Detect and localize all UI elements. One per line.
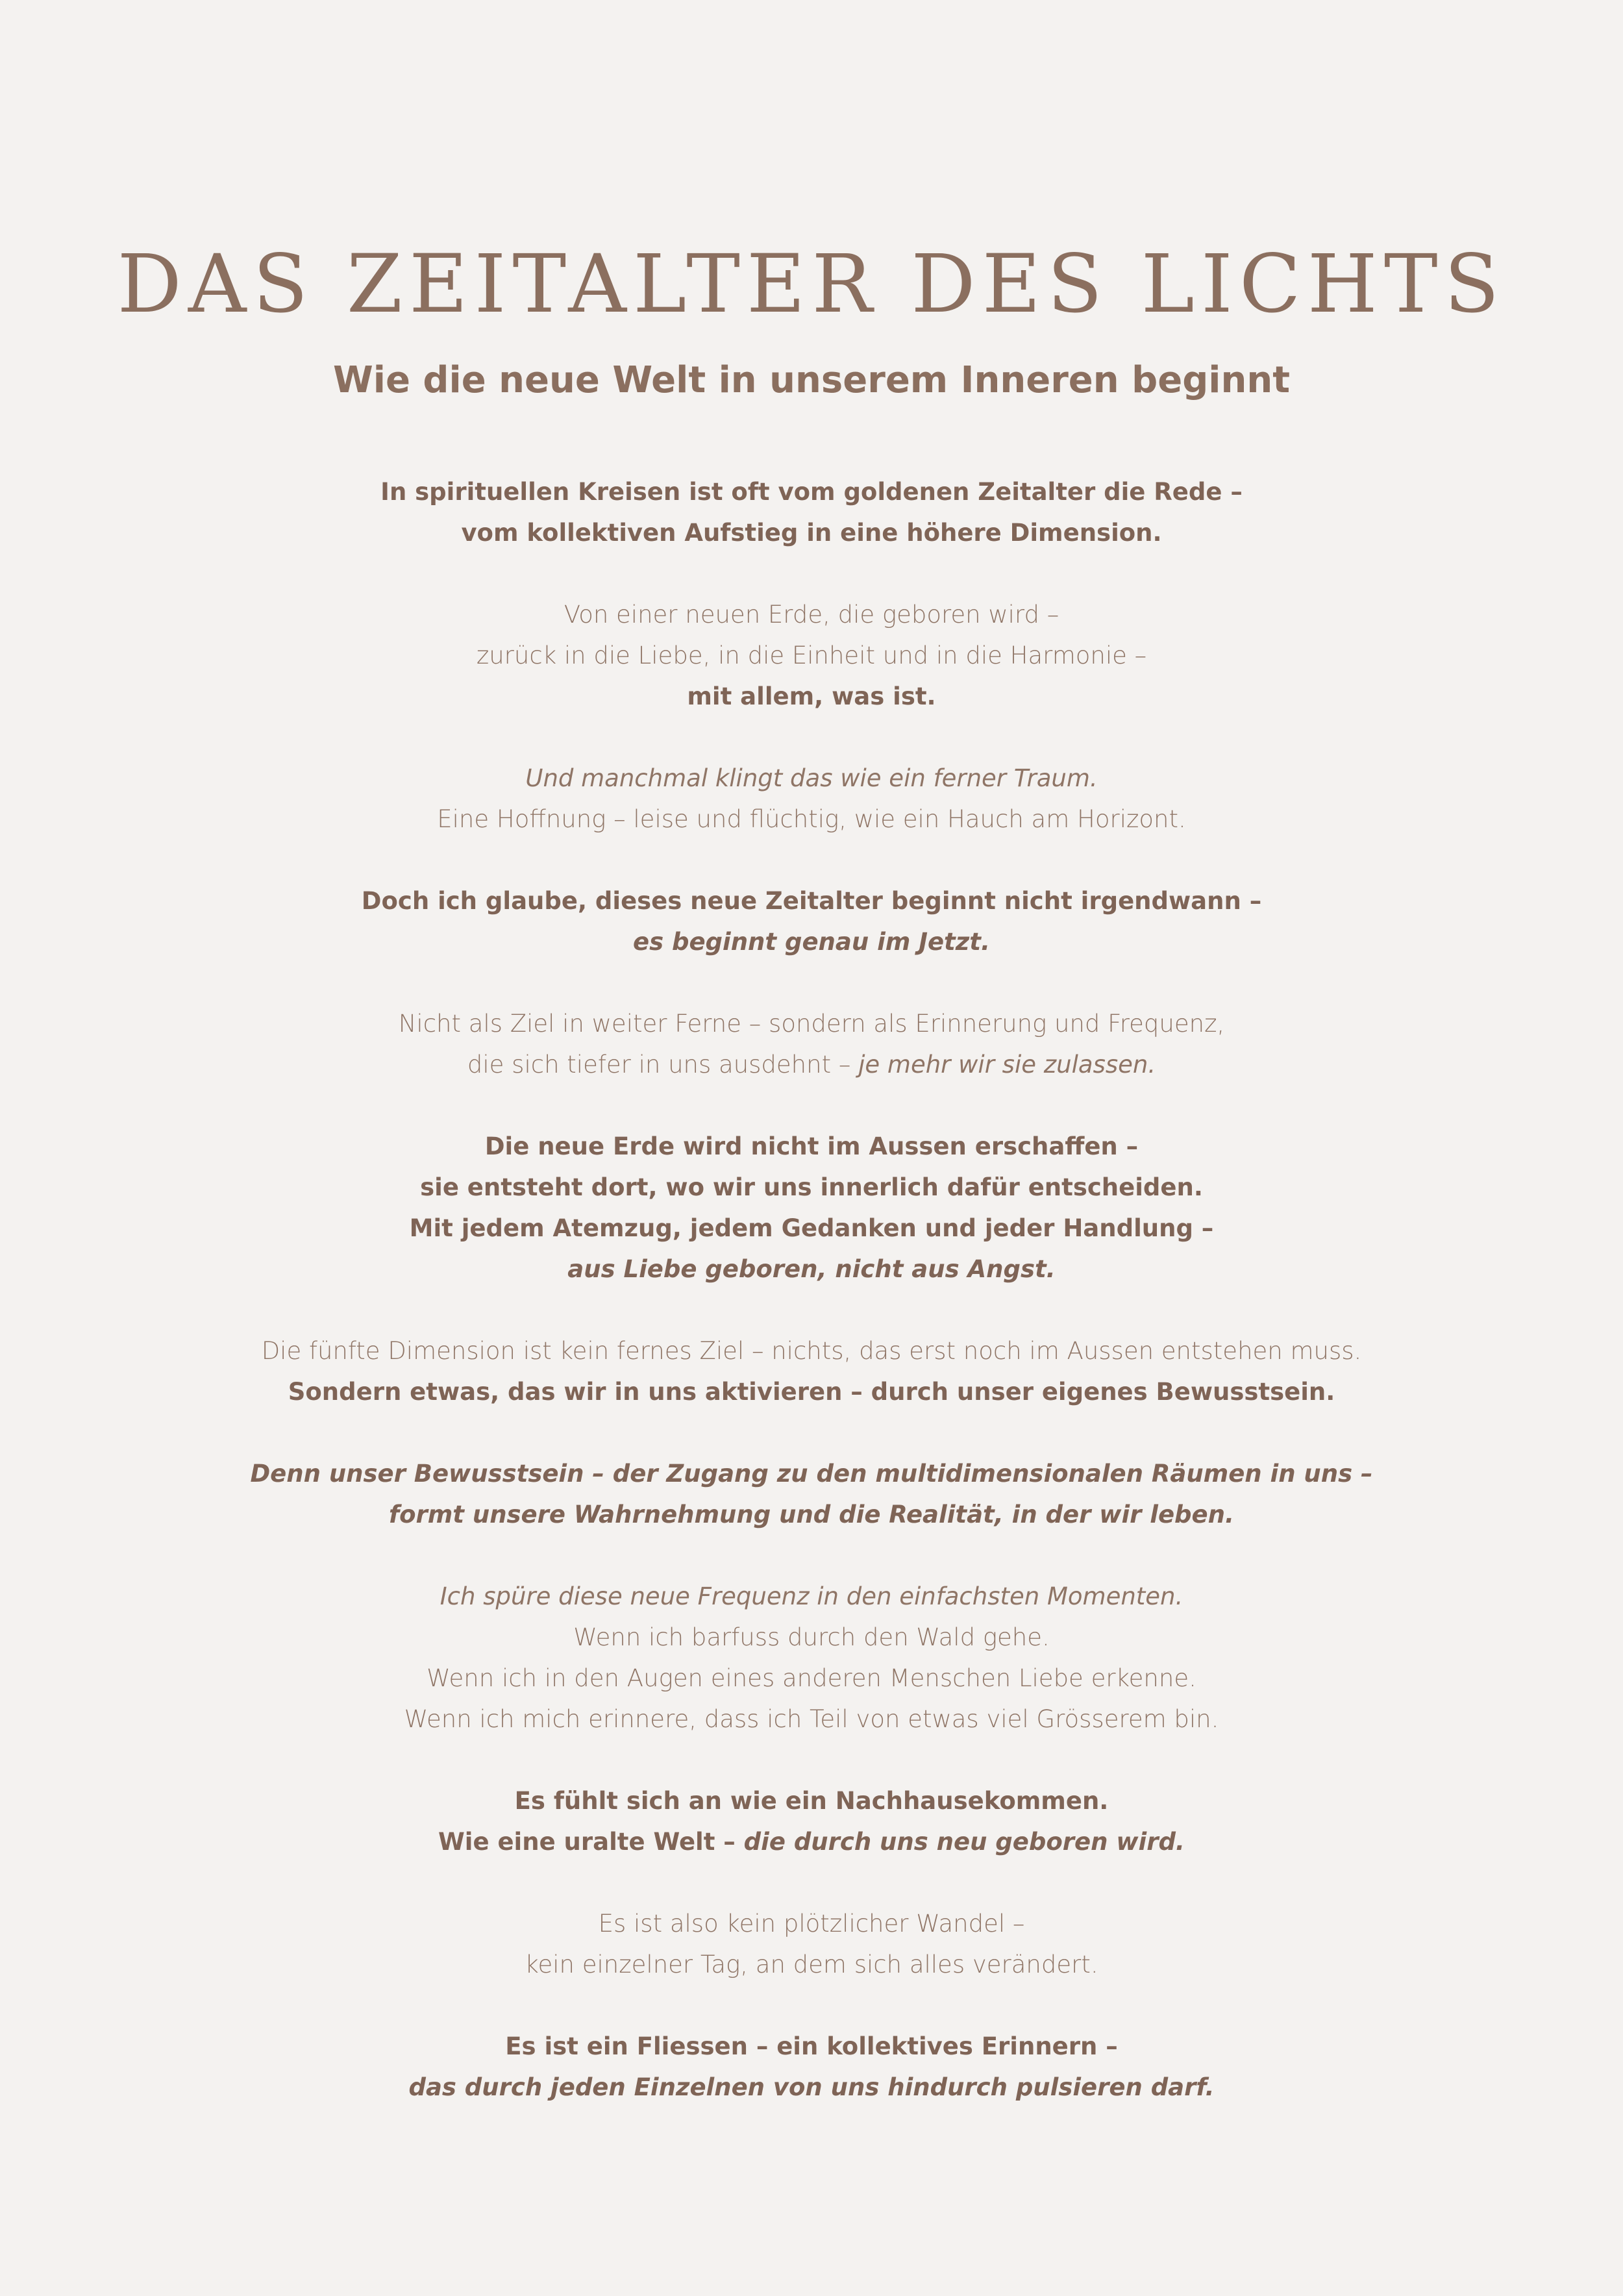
page-subtitle: Wie die neue Welt in unserem Inneren beginnt [332,359,1291,401]
stanza [0,1003,1623,1085]
poem-line: Wenn ich mich erinnere, dass ich Teil von etwas viel Grösserem bin. [404,1705,1219,1733]
poem-line: Und manchmal klingt das wie ein ferner Traum. [525,764,1098,792]
poem-line: Wenn ich in den Augen eines anderen Menschen Liebe erkenne. [427,1664,1196,1692]
poem-line-emphasis: die durch uns neu geboren wird. [743,1828,1185,1856]
poem-line: kein einzelner Tag, an dem sich alles verändert. [525,1951,1098,1978]
poem-line-text: Wie eine uralte Welt – [438,1828,744,1856]
poem-body [0,471,1623,2149]
stanza [0,1126,1623,1290]
poem-line: Wenn ich barfuss durch den Wald gehe. [573,1623,1050,1651]
poem-line [0,1821,1623,1862]
poem-line-text: die sich tiefer in uns ausdehnt – [467,1051,851,1079]
poem-line: zurück in die Liebe, in die Einheit und in die Harmonie – [476,642,1147,669]
stanza [0,471,1623,553]
poem-line: Denn unser Bewusstsein – der Zugang zu den multidimensionalen Räumen in uns – [250,1460,1373,1488]
stanza [0,1330,1623,1412]
poem-line: Eine Hoffnung – leise und flüchtig, wie ein Hauch am Horizont. [437,805,1186,833]
poem-line: Die fünfte Dimension ist kein fernes Ziel – nichts, das erst noch im Aussen entstehen muss. [261,1337,1362,1365]
stanza [0,1576,1623,1740]
poem-line: Von einer neuen Erde, die geboren wird – [564,601,1059,629]
stanza [0,758,1623,840]
stanza [0,880,1623,962]
stanza [0,1453,1623,1535]
poem-line-emphasis: je mehr wir sie zulassen. [850,1051,1156,1079]
poem-line: In spirituellen Kreisen ist oft vom goldenen Zeitalter die Rede – [380,478,1243,506]
stanza [0,594,1623,717]
poem-line: Die neue Erde wird nicht im Aussen erschaffen – [484,1132,1139,1160]
poem-line: das durch jeden Einzelnen von uns hindurch pulsieren darf. [408,2073,1215,2101]
poem-line: aus Liebe geboren, nicht aus Angst. [567,1255,1056,1283]
poem-line: mit allem, was ist. [687,682,936,710]
poem-line: Doch ich glaube, dieses neue Zeitalter beginnt nicht irgendwann – [361,887,1262,915]
poem-line: formt unsere Wahrnehmung und die Realität, in der wir leben. [388,1501,1235,1529]
poem-line: Es fühlt sich an wie ein Nachhausekommen. [514,1787,1109,1815]
poem-line [0,1044,1623,1085]
poem-line: Es ist ein Fliessen – ein kollektives Erinnern – [505,2032,1118,2060]
page-title: DAS ZEITALTER DES LICHTS [117,238,1506,331]
poem-line: Sondern etwas, das wir in uns aktivieren – durch unser eigenes Bewusstsein. [288,1378,1335,1406]
poem-line: Nicht als Ziel in weiter Ferne – sondern als Erinnerung und Frequenz, [398,1010,1225,1038]
stanza [0,2026,1623,2108]
poem-line: es beginnt genau im Jetzt. [632,928,991,956]
stanza [0,1903,1623,1985]
stanza [0,1780,1623,1862]
poem-line: vom kollektiven Aufstieg in eine höhere Dimension. [461,519,1162,547]
poem-line: Es ist also kein plötzlicher Wandel – [598,1910,1025,1938]
poem-line: Mit jedem Atemzug, jedem Gedanken und jeder Handlung – [409,1214,1214,1242]
poem-line: sie entsteht dort, wo wir uns innerlich dafür entscheiden. [420,1173,1203,1201]
poem-line: Ich spüre diese neue Frequenz in den einfachsten Momenten. [440,1582,1183,1610]
